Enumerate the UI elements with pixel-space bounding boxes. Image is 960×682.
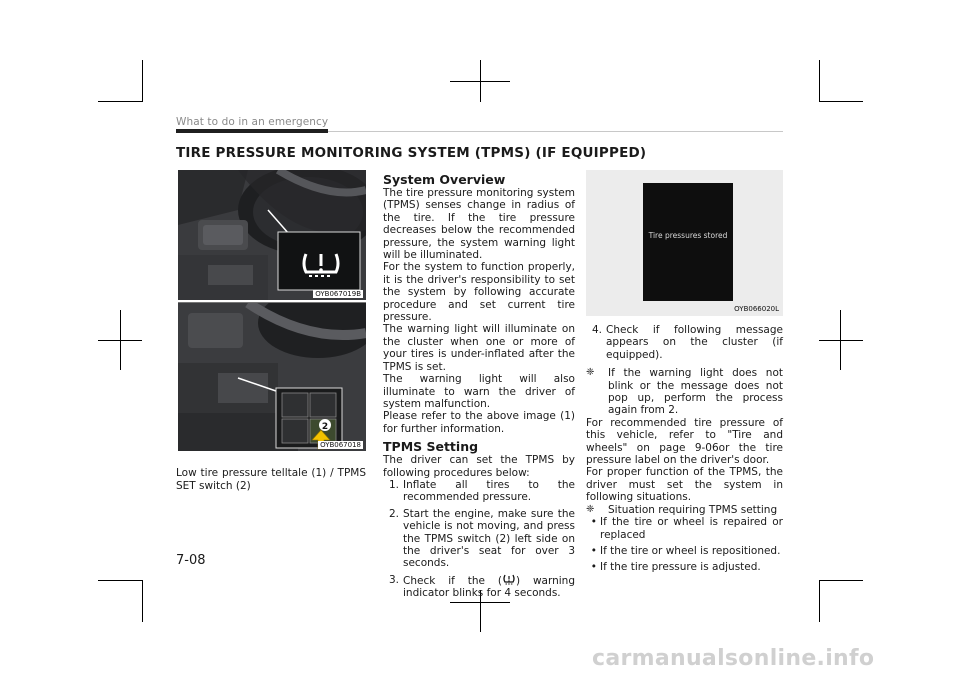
note-mark-icon: ❈ — [586, 367, 595, 379]
steps-list-continued — [586, 324, 783, 361]
tpms-telltale-photo — [178, 170, 366, 300]
system-overview-heading: System Overview — [383, 172, 506, 187]
tpms-warning-icon — [502, 574, 516, 585]
middle-column — [383, 172, 575, 604]
step-text: Inflate all tires to the recommended pressure. — [403, 478, 575, 504]
bullet-text: If the tire pressure is adjusted. — [600, 561, 761, 574]
header-rule — [328, 131, 783, 132]
image-code: OYB067018 — [320, 441, 361, 449]
right-column — [586, 170, 783, 578]
paragraph: For recommended tire pressure of this vehicle, refer to "Tire and wheels" on page 9-06or the tire pressure label on the driver's door. — [586, 416, 783, 467]
crop-mark — [819, 101, 863, 102]
section-header: What to do in an emergency — [176, 116, 329, 128]
step-number: 3. — [388, 573, 399, 586]
steps-list — [383, 479, 575, 600]
crop-mark — [142, 580, 143, 622]
callout-2: 2 — [321, 422, 329, 432]
list-item — [383, 479, 575, 504]
cluster-message-image — [586, 170, 783, 316]
bullet-text: If the tire or wheel is repaired or replaced — [600, 516, 783, 541]
step-text-before: Check if the ( — [403, 574, 502, 587]
crop-mark — [819, 580, 820, 622]
paragraph: For proper function of the TPMS, the driver must set the system in following situations. — [586, 466, 783, 504]
list-item — [586, 516, 783, 541]
paragraph: For the system to function properly, it is the driver's responsibility to set the system by following accurate procedure and set current tire pressure. — [383, 261, 575, 324]
paragraph: Please refer to the above image (1) for further information. — [383, 410, 575, 435]
crop-mark — [819, 60, 820, 102]
step-text: Start the engine, make sure the vehicle is not moving, and press the TPMS switch (2) left side on the driver's seat for over 3 seconds. — [403, 507, 575, 570]
step-number: 2. — [388, 507, 399, 520]
paragraph: The warning light will illuminate on the cluster when one or more of your tires is under-inflated after the TPMS is set. — [383, 323, 575, 373]
image-code: OYB067019B — [315, 290, 361, 298]
image-code: OYB066020L — [734, 304, 779, 313]
step-text-after: ) warning indicator blinks for 4 seconds. — [403, 574, 575, 600]
step-number: 1. — [388, 478, 399, 491]
bullet-text: If the tire or wheel is repositioned. — [600, 544, 781, 557]
crop-mark — [98, 580, 142, 581]
watermark: carmanualsonline.info — [592, 646, 875, 671]
step-number: 4. — [591, 324, 602, 336]
list-item — [586, 545, 783, 557]
step-text — [403, 574, 575, 600]
note-text: Situation requiring TPMS setting — [608, 503, 778, 516]
bullet-list — [586, 516, 783, 574]
paragraph: The tire pressure monitoring system (TPMS) senses change in radius of the tire. If the tire pressure decreases below the recommended pressure, the system warning light will be illuminated. — [383, 187, 575, 262]
paragraph: The driver can set the TPMS by following procedures below: — [383, 454, 575, 479]
bullet-icon: • — [590, 561, 597, 574]
page-title: TIRE PRESSURE MONITORING SYSTEM (TPMS) (IF EQUIPPED) — [176, 145, 647, 161]
page-number: 7-08 — [176, 553, 206, 568]
list-item — [383, 508, 575, 570]
crop-mark — [98, 340, 142, 341]
note-mark-icon: ❈ — [586, 503, 595, 515]
bullet-icon: • — [590, 516, 597, 529]
note — [586, 367, 783, 417]
crop-mark — [819, 580, 863, 581]
crop-mark — [142, 60, 143, 102]
cluster-message: Tire pressures stored — [648, 231, 728, 240]
photo-caption: Low tire pressure telltale (1) / TPMS SET switch (2) — [176, 467, 366, 492]
bullet-icon: • — [590, 544, 597, 557]
header-bar — [176, 129, 328, 133]
note-text: If the warning light does not blink or the message does not pop up, perform the process again from 2. — [608, 367, 783, 417]
note — [586, 504, 783, 516]
cluster-screen — [643, 183, 733, 301]
tpms-setting-heading: TPMS Setting — [383, 439, 479, 455]
step-text: Check if following message appears on the cluster (if equipped). — [606, 324, 783, 361]
list-item — [586, 324, 783, 361]
paragraph: The warning light will also illuminate to warn the driver of system malfunction. — [383, 373, 575, 410]
list-item — [383, 574, 575, 600]
crop-mark — [819, 340, 863, 341]
list-item — [586, 561, 783, 573]
crop-mark — [450, 81, 510, 82]
crop-mark — [98, 101, 142, 102]
tpms-switch-photo — [178, 303, 366, 451]
